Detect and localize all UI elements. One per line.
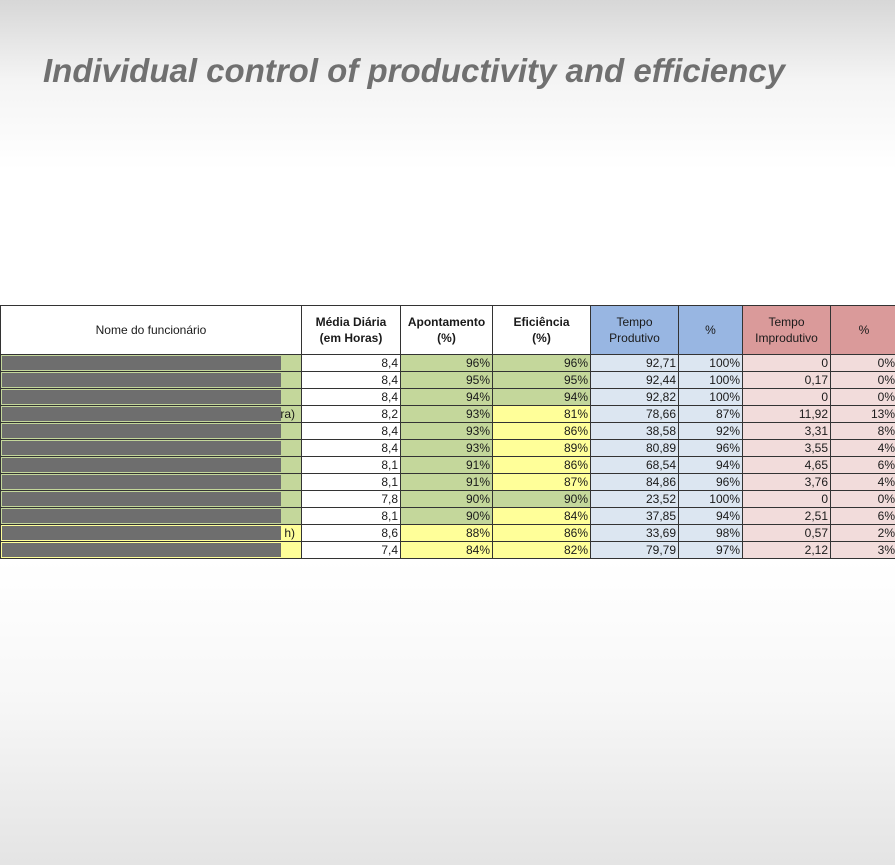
cell-media-diaria: 8,4 [302,355,401,372]
cell-nome-funcionario [1,406,302,423]
cell-pct-produtivo: 87% [679,406,743,423]
cell-tempo-produtivo: 78,66 [591,406,679,423]
cell-pct-produtivo: 100% [679,355,743,372]
cell-eficiencia: 96% [493,355,591,372]
cell-eficiencia: 86% [493,457,591,474]
cell-tempo-produtivo: 84,86 [591,474,679,491]
cell-nome-funcionario [1,508,302,525]
cell-nome-funcionario [1,372,302,389]
cell-tempo-improdutivo: 3,55 [743,440,831,457]
cell-nome-funcionario [1,440,302,457]
header-tempo-produtivo [591,306,679,355]
header-media-line1: Média Diária [315,315,387,329]
header-tempo-produtivo-line1: Tempo [616,315,653,329]
header-eficiencia-line2: (%) [532,331,551,345]
header-media-line2: (em Horas) [319,331,383,345]
cell-apontamento: 84% [401,542,493,559]
cell-pct-produtivo: 98% [679,525,743,542]
cell-pct-produtivo: 96% [679,474,743,491]
cell-nome-funcionario [1,355,302,372]
cell-pct-improdutivo: 0% [831,491,895,508]
cell-media-diaria: 8,2 [302,406,401,423]
redaction-bar [2,390,281,404]
cell-tempo-improdutivo: 0,17 [743,372,831,389]
redaction-bar [2,509,281,523]
cell-pct-improdutivo: 8% [831,423,895,440]
cell-tempo-produtivo: 92,82 [591,389,679,406]
cell-media-diaria: 8,6 [302,525,401,542]
cell-pct-improdutivo: 0% [831,355,895,372]
table-row [1,406,895,423]
cell-media-diaria: 8,1 [302,474,401,491]
cell-apontamento: 93% [401,423,493,440]
table-body [1,355,895,559]
header-eficiencia-line1: Eficiência [513,315,570,329]
cell-nome-funcionario [1,389,302,406]
cell-tempo-produtivo: 33,69 [591,525,679,542]
cell-tempo-produtivo: 92,71 [591,355,679,372]
cell-pct-produtivo: 100% [679,491,743,508]
redaction-bar [2,492,281,506]
header-apontamento-line2: (%) [437,331,456,345]
cell-apontamento: 88% [401,525,493,542]
cell-media-diaria: 8,4 [302,440,401,457]
cell-tempo-produtivo: 38,58 [591,423,679,440]
table-row [1,423,895,440]
table-row [1,389,895,406]
cell-nome-funcionario [1,457,302,474]
cell-tempo-improdutivo: 2,12 [743,542,831,559]
header-apontamento-line1: Apontamento [407,315,486,329]
header-apontamento [401,306,493,355]
cell-pct-improdutivo: 0% [831,389,895,406]
cell-pct-improdutivo: 4% [831,474,895,491]
cell-eficiencia: 86% [493,423,591,440]
cell-apontamento: 90% [401,508,493,525]
cell-media-diaria: 8,1 [302,508,401,525]
name-visible-fragment: h) [284,526,295,540]
header-nome-label: Nome do funcionário [95,323,207,337]
cell-apontamento: 93% [401,440,493,457]
cell-pct-improdutivo: 6% [831,508,895,525]
cell-tempo-improdutivo: 2,51 [743,508,831,525]
cell-eficiencia: 81% [493,406,591,423]
cell-tempo-improdutivo: 0 [743,389,831,406]
cell-pct-produtivo: 100% [679,372,743,389]
cell-pct-improdutivo: 2% [831,525,895,542]
redaction-bar [2,356,281,370]
cell-apontamento: 91% [401,474,493,491]
cell-media-diaria: 8,1 [302,457,401,474]
cell-pct-improdutivo: 0% [831,372,895,389]
cell-media-diaria: 8,4 [302,389,401,406]
cell-nome-funcionario [1,525,302,542]
cell-pct-produtivo: 94% [679,457,743,474]
header-nome [1,306,302,355]
cell-tempo-produtivo: 79,79 [591,542,679,559]
cell-tempo-produtivo: 92,44 [591,372,679,389]
redaction-bar [2,373,281,387]
cell-eficiencia: 86% [493,525,591,542]
cell-eficiencia: 87% [493,474,591,491]
redaction-bar [2,441,281,455]
cell-eficiencia: 82% [493,542,591,559]
table-row [1,491,895,508]
cell-tempo-produtivo: 23,52 [591,491,679,508]
header-pct-produtivo-label: % [705,323,716,337]
cell-tempo-improdutivo: 0 [743,491,831,508]
cell-nome-funcionario [1,423,302,440]
table-row [1,508,895,525]
table-row [1,440,895,457]
redaction-bar [2,475,281,489]
cell-pct-produtivo: 100% [679,389,743,406]
cell-media-diaria: 7,8 [302,491,401,508]
cell-eficiencia: 84% [493,508,591,525]
cell-tempo-improdutivo: 3,31 [743,423,831,440]
cell-nome-funcionario [1,491,302,508]
cell-apontamento: 90% [401,491,493,508]
cell-pct-improdutivo: 3% [831,542,895,559]
cell-apontamento: 93% [401,406,493,423]
cell-media-diaria: 8,4 [302,372,401,389]
cell-tempo-produtivo: 68,54 [591,457,679,474]
cell-tempo-improdutivo: 0 [743,355,831,372]
table-row [1,457,895,474]
table-row [1,474,895,491]
cell-eficiencia: 94% [493,389,591,406]
cell-eficiencia: 89% [493,440,591,457]
cell-nome-funcionario [1,542,302,559]
redaction-bar [2,543,281,557]
table-header-row [1,306,895,355]
cell-media-diaria: 8,4 [302,423,401,440]
cell-pct-produtivo: 94% [679,508,743,525]
cell-apontamento: 91% [401,457,493,474]
redaction-bar [2,458,281,472]
header-media-diaria [302,306,401,355]
cell-pct-improdutivo: 4% [831,440,895,457]
cell-pct-improdutivo: 13% [831,406,895,423]
header-eficiencia [493,306,591,355]
productivity-table [0,305,895,559]
table-row [1,525,895,542]
cell-apontamento: 94% [401,389,493,406]
cell-tempo-produtivo: 80,89 [591,440,679,457]
cell-apontamento: 96% [401,355,493,372]
cell-tempo-improdutivo: 3,76 [743,474,831,491]
header-tempo-improdutivo-line1: Tempo [768,315,805,329]
table-row [1,372,895,389]
redaction-bar [2,526,281,540]
cell-pct-produtivo: 92% [679,423,743,440]
header-pct-improdutivo [831,306,895,355]
cell-pct-produtivo: 96% [679,440,743,457]
header-pct-improdutivo-label: % [858,323,870,337]
cell-pct-improdutivo: 6% [831,457,895,474]
cell-nome-funcionario [1,474,302,491]
header-tempo-improdutivo [743,306,831,355]
cell-apontamento: 95% [401,372,493,389]
name-visible-fragment: ra) [280,407,295,421]
header-tempo-produtivo-line2: Produtivo [609,331,660,345]
header-tempo-improdutivo-line2: Improdutivo [755,331,818,345]
cell-media-diaria: 7,4 [302,542,401,559]
cell-tempo-improdutivo: 11,92 [743,406,831,423]
page-title: Individual control of productivity and efficiency [43,52,785,89]
cell-pct-produtivo: 97% [679,542,743,559]
cell-tempo-improdutivo: 4,65 [743,457,831,474]
table-row [1,542,895,559]
table-row [1,355,895,372]
cell-tempo-produtivo: 37,85 [591,508,679,525]
cell-eficiencia: 90% [493,491,591,508]
header-pct-produtivo [679,306,743,355]
redaction-bar [2,424,281,438]
redaction-bar [2,407,281,421]
cell-tempo-improdutivo: 0,57 [743,525,831,542]
cell-eficiencia: 95% [493,372,591,389]
